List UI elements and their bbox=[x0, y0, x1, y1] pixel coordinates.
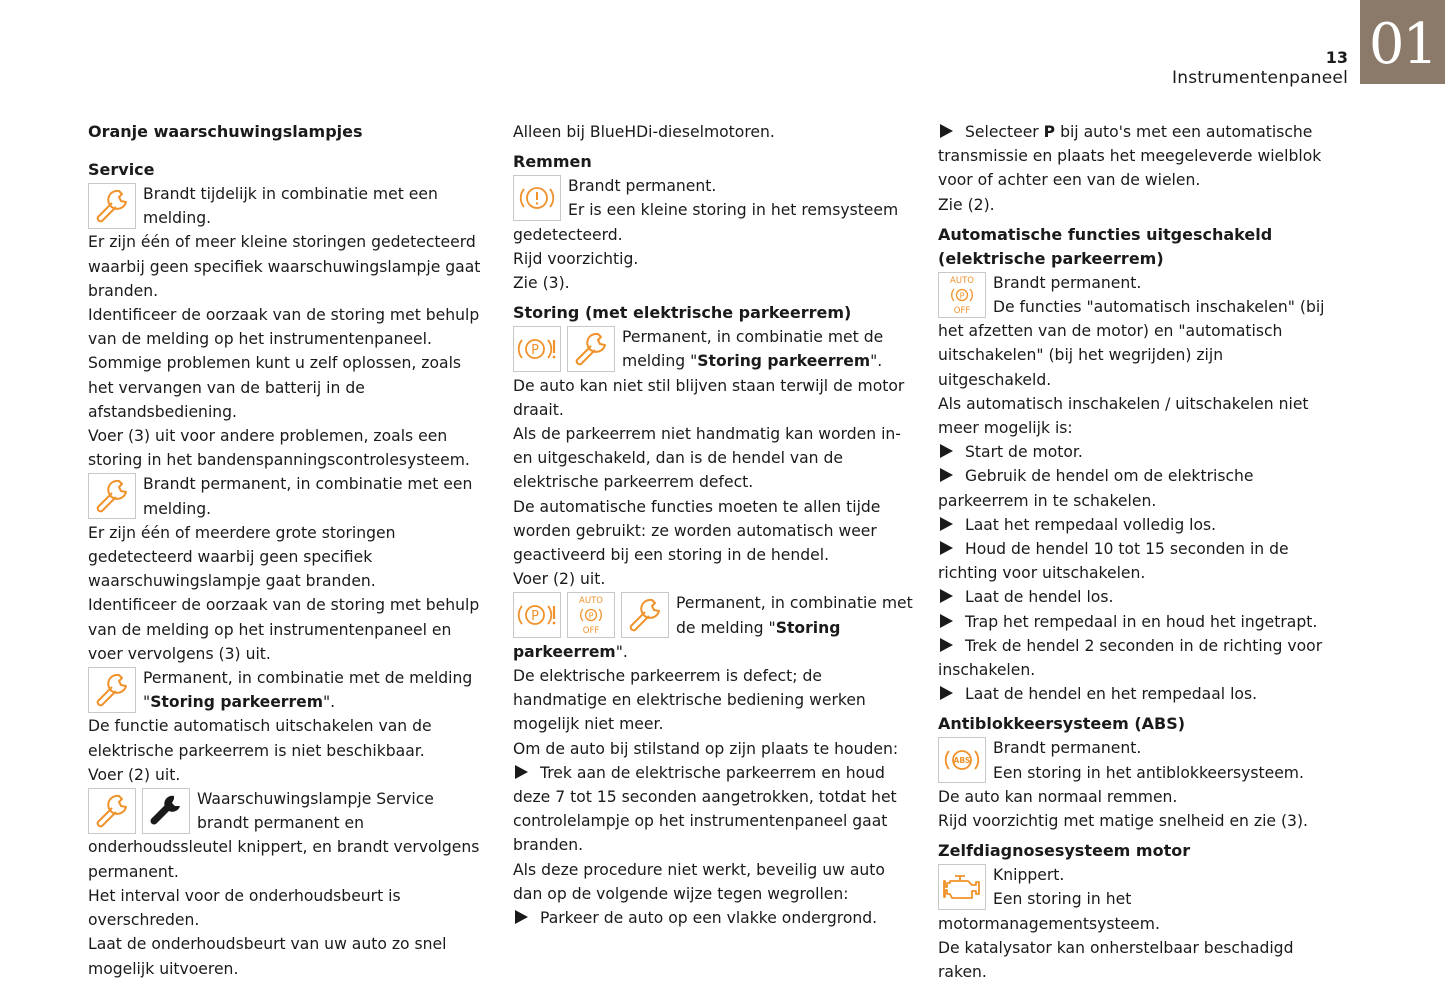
warning-entry bbox=[88, 472, 488, 520]
paragraph: De katalysator kan onherstelbaar beschadigd raken. bbox=[938, 938, 1294, 982]
bullet-item: Gebruik de hendel om de elektrische parkeerrem in te schakelen. bbox=[938, 467, 1254, 510]
auto-off-heading: Automatische functies uitgeschakeld (elektrische parkeerrem) bbox=[938, 224, 1273, 268]
column-2 bbox=[513, 120, 913, 930]
paragraph: Sommige problemen kunt u zelf oplossen, zoals het vervangen van de batterij in de afstandsbediening. bbox=[88, 354, 462, 421]
service-heading: Service bbox=[88, 160, 155, 179]
bullet-triangle-icon bbox=[515, 765, 528, 779]
section-title: Instrumentenpaneel bbox=[1172, 68, 1348, 88]
parking-brake-fault-icon bbox=[513, 326, 561, 372]
brake-warning-icon bbox=[513, 175, 561, 221]
auto-p-off-icon bbox=[567, 592, 615, 638]
paragraph: Er zijn één of meerdere grote storingen gedetecteerd waarbij geen specifiek waarschuwingslampje gaat branden. bbox=[88, 523, 396, 591]
svg-text:ABS: ABS bbox=[953, 756, 971, 766]
paragraph: De automatische functies moeten te allen tijde worden gebruikt: ze worden automatisch weer geactiveerd bij een storing in de hendel. bbox=[513, 497, 881, 565]
paragraph: De elektrische parkeerrem is defect; de handmatige en elektrische bediening werken mogelijk niet meer. bbox=[513, 667, 866, 734]
paragraph: De auto kan niet stil blijven staan terwijl de motor draait. bbox=[513, 376, 905, 419]
bullet-triangle-icon bbox=[940, 124, 953, 138]
paragraph: Als deze procedure niet werkt, beveilig uw auto dan op de volgende wijze tegen wegrollen: bbox=[513, 860, 885, 903]
paragraph: Voer (2) uit. bbox=[513, 570, 606, 589]
maintenance-key-icon bbox=[142, 788, 190, 834]
svg-text:AUTO: AUTO bbox=[579, 596, 603, 607]
paragraph: Als de parkeerrem niet handmatig kan worden in- en uitgeschakeld, dan is de hendel van de elektrische parkeerrem defect. bbox=[513, 425, 901, 492]
entry-line: Brandt permanent. bbox=[993, 273, 1142, 292]
paragraph: De auto kan normaal remmen. bbox=[938, 787, 1178, 806]
entry-line: Er is een kleine storing in het remsysteem gedetecteerd. bbox=[513, 201, 899, 244]
column-3 bbox=[938, 120, 1338, 984]
entry-line: Een storing in het motormanagementsysteem. bbox=[938, 890, 1160, 933]
entry-text: Brandt permanent, in combinatie met een melding. bbox=[143, 475, 473, 518]
wrench-icon bbox=[88, 473, 136, 519]
svg-text:P: P bbox=[531, 609, 539, 625]
warning-entry bbox=[513, 325, 913, 373]
bullet-triangle-icon bbox=[940, 686, 953, 700]
paragraph: Identificeer de oorzaak van de storing met behulp van de melding op het instrumentenpaneel en voer vervolgens (3) uit. bbox=[88, 596, 480, 663]
warning-entry bbox=[88, 666, 488, 714]
paragraph: Voer (2) uit. bbox=[88, 765, 181, 784]
entry-line: Brandt permanent. bbox=[568, 177, 717, 196]
bullet-triangle-icon bbox=[515, 910, 528, 924]
wrench-icon bbox=[88, 183, 136, 229]
svg-text:P: P bbox=[959, 291, 965, 301]
svg-text:OFF: OFF bbox=[953, 305, 971, 316]
page-number: 13 bbox=[1325, 48, 1348, 67]
wrench-icon bbox=[88, 788, 136, 834]
paragraph: Alleen bij BlueHDi-dieselmotoren. bbox=[513, 123, 775, 141]
entry-line: De functies "automatisch inschakelen" (bij het afzetten van de motor) en "automatisch uitschakelen" (bij het wegrijden) zijn uitgeschakeld. bbox=[938, 298, 1325, 389]
paragraph: Zie (2). bbox=[938, 195, 995, 214]
paragraph: Zie (3). bbox=[513, 274, 570, 293]
bullet-triangle-icon bbox=[940, 468, 953, 482]
warning-entry bbox=[938, 736, 1338, 784]
bullet-item: Laat het rempedaal volledig los. bbox=[938, 513, 1338, 537]
paragraph: Er zijn één of meer kleine storingen gedetecteerd waarbij geen specifiek waarschuwingslampje gaat branden. bbox=[88, 233, 481, 300]
brakes-heading: Remmen bbox=[513, 152, 592, 172]
bullet-item: Selecteer P bij auto's met een automatische transmissie en plaats het meegeleverde wielblok voor of achter een van de wielen. bbox=[938, 123, 1322, 190]
svg-text:AUTO: AUTO bbox=[950, 275, 974, 286]
paragraph: De functie automatisch uitschakelen van de elektrische parkeerrem is niet beschikbaar. bbox=[88, 717, 432, 760]
bullet-item: Trek aan de elektrische parkeerrem en houd deze 7 tot 15 seconden aangetrokken, totdat het controlelampje op het instrumentenpaneel gaat branden. bbox=[513, 763, 897, 855]
bullet-item: Trap het rempedaal in en houd het ingetrapt. bbox=[938, 610, 1338, 634]
entry-line: Brandt permanent. bbox=[993, 739, 1142, 758]
bullet-item: Laat de hendel los. bbox=[938, 585, 1338, 609]
chapter-tab[interactable]: 01 bbox=[1360, 0, 1445, 84]
abs-icon bbox=[938, 737, 986, 783]
warning-entry bbox=[513, 174, 913, 247]
paragraph: Laat de onderhoudsbeurt van uw auto zo snel mogelijk uitvoeren. bbox=[88, 935, 447, 978]
svg-text:OFF: OFF bbox=[582, 626, 600, 637]
svg-text:P: P bbox=[531, 343, 539, 359]
wrench-icon bbox=[567, 326, 615, 372]
warning-entry bbox=[938, 863, 1338, 936]
page-heading: Oranje waarschuwingslampjes bbox=[88, 122, 363, 141]
bullet-item: Start de motor. bbox=[938, 440, 1338, 464]
paragraph: Om de auto bij stilstand op zijn plaats te houden: bbox=[513, 739, 899, 758]
svg-text:P: P bbox=[588, 611, 594, 621]
paragraph: Rijd voorzichtig. bbox=[513, 249, 639, 268]
bullet-triangle-icon bbox=[940, 517, 953, 531]
warning-entry bbox=[513, 591, 913, 664]
bullet-item: Parkeer de auto op een vlakke ondergrond. bbox=[513, 906, 913, 930]
epb-fault-heading: Storing (met elektrische parkeerrem) bbox=[513, 303, 852, 323]
entry-line: Een storing in het antiblokkeersysteem. bbox=[993, 763, 1304, 782]
wrench-icon bbox=[88, 667, 136, 713]
engine-check-icon bbox=[938, 864, 986, 910]
auto-p-off-icon bbox=[938, 272, 986, 318]
bullet-triangle-icon bbox=[940, 614, 953, 628]
bullet-item: Houd de hendel 10 tot 15 seconden in de richting voor uitschakelen. bbox=[938, 540, 1289, 583]
bullet-triangle-icon bbox=[940, 589, 953, 603]
wrench-icon bbox=[621, 592, 669, 638]
parking-brake-fault-icon bbox=[513, 592, 561, 638]
warning-entry bbox=[938, 271, 1338, 392]
paragraph: Rijd voorzichtig met matige snelheid en zie (3). bbox=[938, 812, 1308, 831]
abs-heading: Antiblokkeersysteem (ABS) bbox=[938, 714, 1186, 734]
entry-text: Permanent, in combinatie met de melding "Storing parkeerrem". bbox=[622, 328, 884, 371]
page-header bbox=[1172, 48, 1348, 88]
entry-line: Knippert. bbox=[993, 866, 1065, 885]
warning-entry bbox=[88, 182, 488, 230]
bullet-item: Laat de hendel en het rempedaal los. bbox=[938, 682, 1338, 706]
bullet-triangle-icon bbox=[940, 444, 953, 458]
engine-heading: Zelfdiagnosesysteem motor bbox=[938, 841, 1191, 861]
entry-text: Waarschuwingslampje Service brandt permanent en onderhoudssleutel knippert, en brandt vervolgens permanent. bbox=[88, 790, 480, 881]
paragraph: Als automatisch inschakelen / uitschakelen niet meer mogelijk is: bbox=[938, 394, 1309, 438]
entry-text: Permanent, in combinatie met de melding "Storing parkeerrem". bbox=[513, 594, 913, 661]
bullet-triangle-icon bbox=[940, 638, 953, 652]
bullet-triangle-icon bbox=[940, 541, 953, 555]
paragraph: Het interval voor de onderhoudsbeurt is overschreden. bbox=[88, 886, 401, 930]
column-1 bbox=[88, 120, 488, 981]
warning-entry bbox=[88, 787, 488, 884]
bullet-item: Trek de hendel 2 seconden in de richting voor inschakelen. bbox=[938, 636, 1323, 680]
entry-text: Brandt tijdelijk in combinatie met een melding. bbox=[143, 185, 438, 228]
entry-text: Permanent, in combinatie met de melding "Storing parkeerrem". bbox=[143, 669, 473, 712]
paragraph: Voer (3) uit voor andere problemen, zoals een storing in het bandenspanningscontrolesysteem. bbox=[88, 427, 470, 470]
paragraph: Identificeer de oorzaak van de storing met behulp van de melding op het instrumentenpaneel. bbox=[88, 306, 480, 349]
